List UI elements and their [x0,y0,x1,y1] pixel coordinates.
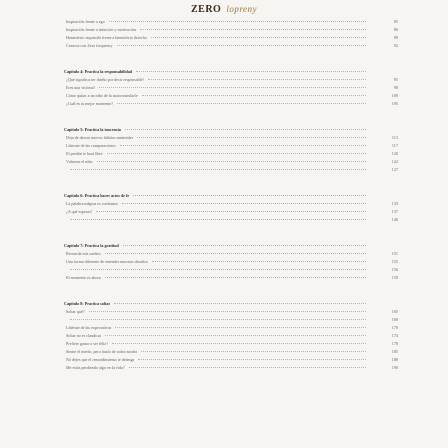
toc-entry-page: 168 [391,317,398,322]
toc-entry-text: ¿Cuál es tu mejor momento? [66,101,114,106]
dot-leader [152,261,366,262]
table-of-contents [64,18,398,376]
toc-entry-text: Conecta con Zero frequency [66,43,113,48]
chapter-title-text: Capítulo 5: Practica la inocencia [64,127,121,132]
logo-primary: ZERO [190,4,222,15]
dot-leader [140,29,366,30]
dot-leader [70,219,366,220]
toc-entry-text: Hemisferio izquierdo frente a hemisferio derecho [66,35,147,40]
toc-entry-text: No dejes que el remordimiento te detenga [66,357,135,362]
toc-entry-page: 165 [391,309,398,314]
toc-entry-text: Siente el miedo, pero hazlo de todos modos [66,349,138,354]
toc-entry-page: 89 [393,35,398,40]
dot-leader [117,45,367,46]
toc-entry-page: 174 [391,333,398,338]
toc-entry-text: Inspiración frente a ego [66,19,105,24]
toc-entry[interactable] [64,274,398,282]
toc-entry-text: ¿Qué significa ser dueño por decir responsable? [66,77,145,82]
dot-leader [138,359,366,360]
toc-entry[interactable] [64,76,398,84]
toc-entry-text: Me estás perdiendo algo en la vida? [66,365,125,370]
toc-entry-page: 105 [391,101,398,106]
dot-leader [109,21,366,22]
toc-group-chapter-4 [64,68,398,108]
toc-entry[interactable] [64,356,398,364]
toc-entry[interactable] [64,200,398,208]
toc-entry-page: 151 [391,251,398,256]
dot-leader [105,277,366,278]
toc-group-intro [64,18,398,50]
dot-leader [151,37,366,38]
toc-entry-text: Soltar qué? [66,309,85,314]
dot-leader [117,103,366,104]
chapter-title[interactable] [64,192,370,200]
logo-secondary: lopreny [226,4,257,14]
toc-entry[interactable] [64,142,398,150]
dot-leader [70,269,366,270]
toc-entry-page: 127 [391,167,398,172]
toc-entry[interactable] [64,324,398,332]
toc-entry[interactable] [64,316,398,324]
toc-entry[interactable] [64,250,398,258]
toc-entry-text: Liberate de las comparaciones [66,143,116,148]
toc-entry[interactable] [64,332,398,340]
toc-entry-page: 133 [391,201,398,206]
chapter-title-text: Capítulo 6: Practica hacer actos de fe [64,193,130,198]
toc-entry-text: Recuerda mis sueños [66,251,101,256]
toc-entry-page: 170 [391,325,398,330]
toc-entry[interactable] [64,100,398,108]
toc-entry-text: ¿A qué esperas? [66,209,93,214]
toc-entry-text: Prefiere ganar o ser feliz? [66,341,109,346]
toc-entry-page: 85 [393,19,398,24]
dot-leader [107,153,366,154]
toc-entry-page: 156 [391,267,398,272]
toc-entry-page: 178 [391,341,398,346]
toc-entry-text: Soltar no es claudicar [66,333,102,338]
chapter-title[interactable] [64,68,370,76]
dot-leader [141,351,366,352]
toc-entry-page: 122 [391,159,398,164]
dot-leader [99,87,366,88]
toc-entry-page: 113 [391,135,398,140]
chapter-title-text: Capítulo 8: Practica soltar [64,301,111,306]
toc-entry[interactable] [64,340,398,348]
dot-leader [70,169,366,170]
toc-entry[interactable] [64,208,398,216]
toc-entry-page: 86 [393,27,398,32]
brand-logo [0,4,448,15]
dot-leader [105,335,366,336]
toc-group-chapter-6 [64,192,398,224]
toc-entry-text: Una forma diferente de entender nuestras desafíos [66,259,149,264]
toc-entry-text: El perdón te hará libre [66,151,103,156]
toc-entry-text: Eres una víctima? [66,85,96,90]
dot-leader [89,311,366,312]
toc-entry[interactable] [64,92,398,100]
dot-leader [123,245,366,246]
dot-leader [96,211,366,212]
dot-leader [136,71,366,72]
dot-leader [137,137,366,138]
chapter-title[interactable] [64,300,370,308]
dot-leader [105,253,366,254]
toc-entry[interactable] [64,348,398,356]
chapter-title[interactable] [64,242,370,250]
dot-leader [70,319,366,320]
toc-entry-page: 92 [393,43,398,48]
toc-entry-page: 188 [391,357,398,362]
toc-entry-page: 120 [391,151,398,156]
toc-entry-page: 137 [391,209,398,214]
toc-entry-page: 98 [393,85,398,90]
toc-entry-text: Cómo quitar a un niño de la autocontrolarle [66,93,138,98]
toc-entry-page: 95 [393,77,398,82]
toc-entry[interactable] [64,266,398,274]
toc-entry-text: Inspiración frente a intuición y motivación [66,27,136,32]
toc-entry-page: 100 [391,93,398,98]
chapter-title-text: Capítulo 4: Practica la responsabilidad [64,69,133,74]
toc-entry[interactable] [64,34,398,42]
dot-leader [97,161,366,162]
dot-leader [114,303,366,304]
toc-entry[interactable] [64,134,398,142]
toc-entry-page: 117 [391,143,398,148]
toc-entry[interactable] [64,42,398,50]
chapter-title[interactable] [64,126,370,134]
toc-group-chapter-5 [64,126,398,174]
toc-entry[interactable] [64,364,398,372]
toc-entry[interactable] [64,26,398,34]
dot-leader [133,195,366,196]
dot-leader [122,203,366,204]
toc-entry[interactable] [64,150,398,158]
toc-entry[interactable] [64,84,398,92]
toc-entry-page: 155 [391,259,398,264]
toc-entry-page: 190 [391,365,398,370]
toc-group-chapter-8 [64,300,398,372]
toc-entry-text: Deja de desear nuevos hábitos materiales [66,135,134,140]
toc-entry-text: El momento es ahora [66,275,101,280]
toc-group-chapter-7 [64,242,398,282]
chapter-title-text: Capítulo 7: Practica la gratitud [64,243,119,248]
dot-leader [125,129,366,130]
toc-entry[interactable] [64,158,398,166]
toc-entry[interactable] [64,18,398,26]
toc-entry[interactable] [64,166,398,174]
toc-entry-page: 140 [391,217,398,222]
dot-leader [120,145,366,146]
dot-leader [148,79,366,80]
toc-entry-page: 159 [391,275,398,280]
toc-entry-page: 185 [391,349,398,354]
dot-leader [129,367,366,368]
dot-leader [142,95,366,96]
toc-entry-text: La palabra mágica es confianza [66,201,118,206]
toc-entry[interactable] [64,258,398,266]
toc-entry-text: Vulnerar el niño [66,159,93,164]
dot-leader [115,327,366,328]
dot-leader [112,343,366,344]
toc-entry[interactable] [64,216,398,224]
toc-entry-text: Libérate de las expectativas [66,325,112,330]
toc-entry[interactable] [64,308,398,316]
